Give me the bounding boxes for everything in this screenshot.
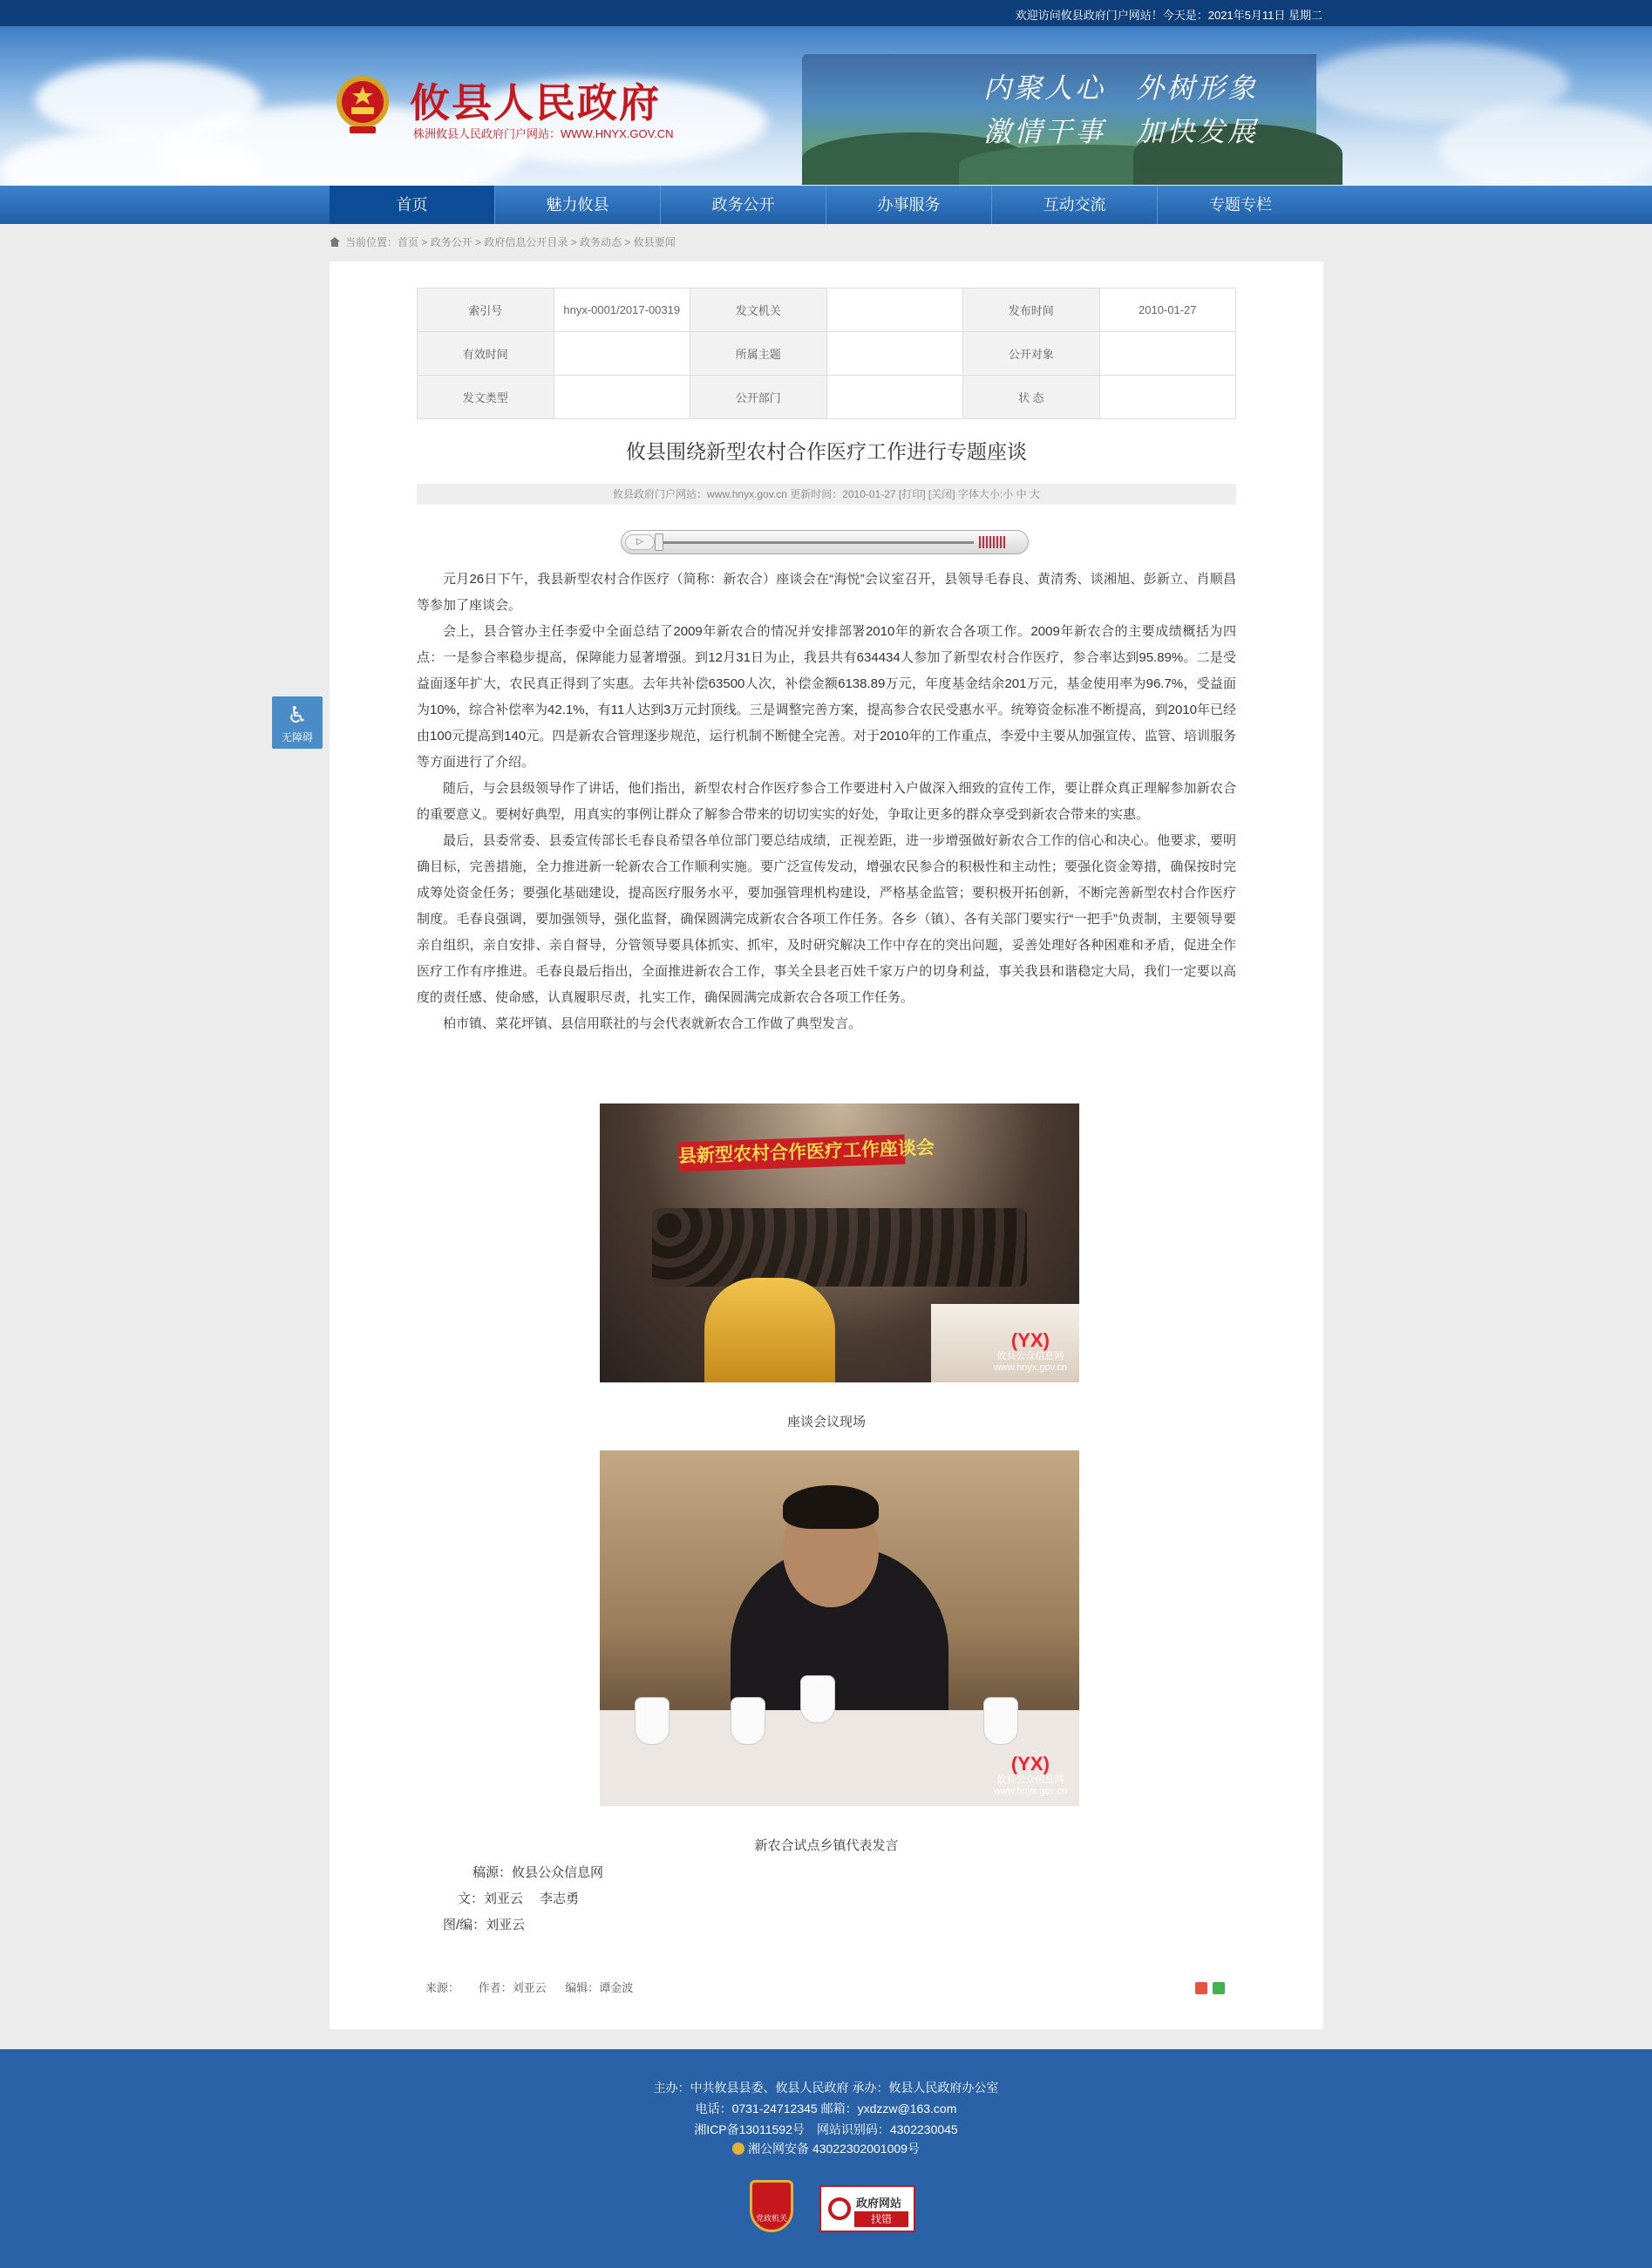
welcome-text: 欢迎访问攸县政府门户网站！今天是：2021年5月11日 星期二 (1015, 9, 1322, 22)
site-url: 株洲攸县人民政府门户网站：WWW.HNYX.GOV.CN (413, 127, 674, 140)
paragraph-1: 元月26日下午，我县新型农村合作医疗（简称：新农合）座谈会在“海悦”会议室召开，县领导毛春良、黄清秀、谈湘旭、彭新立、肖顺昌等参加了座谈会。 (417, 572, 1236, 613)
nav-special-topics[interactable]: 专题专栏 (1209, 196, 1272, 214)
nav-gov-affairs[interactable]: 政务公开 (661, 186, 826, 224)
footer-sponsor: 主办：中共攸县县委、攸县人民政府 承办：攸县人民政府办公室 (653, 2081, 999, 2095)
article-info-bar[interactable]: 攸县政府门户网站：www.hnyx.gov.cn 更新时间：2010-01-27 [打印] [关闭] 字体大小:小 中 大 (417, 484, 1236, 505)
report-error-label: 找错 (854, 2211, 908, 2227)
slogan-line-2: 激情干事 加快发展 (983, 115, 1259, 148)
accessibility-label: 无障碍 (281, 731, 313, 744)
play-icon[interactable]: ▷ (625, 534, 655, 550)
meta-status-label: 状 态 (963, 376, 1100, 419)
nav-home[interactable]: 首页 (330, 186, 495, 224)
home-icon (330, 237, 340, 247)
meta-status-value (1099, 376, 1236, 419)
nav-services[interactable]: 办事服务 (826, 186, 992, 224)
site-title: 攸县人民政府 (410, 79, 661, 126)
photo-watermark: (YX) 攸县公众信息网 www.hnyx.gov.cn (993, 1753, 1067, 1796)
header-banner (0, 26, 1652, 186)
footer-author: 作者：刘亚云 (478, 1981, 547, 1994)
slogan-line-1: 内聚人心 外树形象 (983, 71, 1259, 105)
article-title: 攸县围绕新型农村合作医疗工作进行专题座谈 (626, 440, 1027, 463)
article-card (330, 261, 1323, 2029)
site-footer (0, 2049, 1652, 2268)
meta-issuer-label: 发文机关 (690, 289, 827, 332)
speaker-photo (600, 1450, 1079, 1806)
photo-caption-2: 新农合试点乡镇代表发言 (754, 1838, 899, 1853)
meta-audience-value (1099, 332, 1236, 376)
top-bar (0, 0, 1652, 26)
meta-index-label: 索引号 (418, 289, 554, 332)
photo-caption-1: 座谈会议现场 (786, 1415, 866, 1429)
paragraph-3: 随后，与会县级领导作了讲话，他们指出，新型农村合作医疗参合工作要进村入户做深入细致的宣传工作，要让群众真正理解参加新农合的重要意义。要树好典型，用真实的事例让群众了解参合带来的切切实实的好处，争取让更多的群众享受到新农合带来的实惠。 (417, 781, 1236, 822)
meeting-photo (600, 1103, 1079, 1382)
breadcrumb-path[interactable]: 首页 > 政务公开 > 政府信息公开目录 > 政务动态 > 攸县要闻 (398, 236, 676, 248)
photo-banner-text: 县新型农村合作医疗工作座谈会 (677, 1134, 905, 1171)
accessibility-button[interactable] (272, 696, 323, 749)
breadcrumb (330, 234, 676, 249)
footer-police-record[interactable]: 湘公网安备 43022302001009号 (0, 2140, 1652, 2157)
volume-icon[interactable] (979, 536, 1005, 548)
paragraph-5: 柏市镇、菜花坪镇、县信用联社的与会代表就新农合工作做了典型发言。 (443, 1016, 862, 1031)
meta-valid-value (554, 332, 690, 376)
meta-pubdate-value: 2010-01-27 (1099, 289, 1236, 332)
meta-valid-label: 有效时间 (418, 332, 554, 376)
gov-site-report-error-badge[interactable] (819, 2185, 915, 2232)
nav-charm-youxian[interactable]: 魅力攸县 (495, 186, 661, 224)
progress-track[interactable] (660, 541, 974, 544)
gov-site-label: 政府网站 (856, 2197, 902, 2210)
meta-pubdate-label: 发布时间 (963, 289, 1100, 332)
breadcrumb-prefix: 当前位置： (345, 236, 398, 248)
meta-dept-label: 公开部门 (690, 376, 827, 419)
main-nav (0, 186, 1652, 224)
party-gov-badge-label: 党政机关 (755, 2214, 787, 2223)
wechat-share-icon[interactable] (1213, 1982, 1225, 1994)
audio-player[interactable] (621, 530, 1029, 554)
magnifier-icon (828, 2197, 851, 2220)
footer-source: 来源： (425, 1981, 460, 1994)
progress-handle[interactable] (655, 533, 663, 551)
meta-doctype-value (554, 376, 690, 419)
photo-watermark: (YX) 攸县公众信息网 www.hnyx.gov.cn (993, 1329, 1067, 1373)
article-body (417, 567, 1236, 1037)
credit-source: 稿源：攸县公众信息网 (472, 1865, 604, 1880)
credit-photo-editor: 图/编：刘亚云 (443, 1918, 526, 1932)
meta-issuer-value (826, 289, 963, 332)
credit-writers: 文：刘亚云 李志勇 (458, 1891, 580, 1906)
party-gov-badge[interactable] (750, 2180, 793, 2232)
weibo-share-icon[interactable] (1195, 1982, 1207, 1994)
national-emblem-icon (334, 74, 391, 137)
footer-icp[interactable]: 湘ICP备13011592号 网站识别码：4302230045 (694, 2122, 958, 2136)
nav-interaction[interactable]: 互动交流 (992, 186, 1158, 224)
paragraph-2: 会上，县合管办主任李爱中全面总结了2009年新农合的情况并安排部署2010年的新农合各项工作。2009年新农合的主要成绩概括为四点：一是参合率稳步提高，保障能力显著增强。到12月31日为止，我县共有634434人参加了新型农村合作医疗，参合率达到95.89%。二是受益面逐年扩大，农民真正得到了实惠。去年共补偿63500人次，补偿金额6138.89万元，年度基金结余201万元，基金使用率为96.7%，受益面为10%，综合补偿率为42.1%，有11人达到3万元封顶线。三是调整完善方案，提高参合农民受惠水平。统筹资金标准不断提高，到2010年已经由100元提高到140元。四是新农合管理逐步规范，运行机制不断健全完善。对于2010年的工作重点，李爱中主要从加强宣传、监管、培训服务等方面进行了介绍。 (417, 624, 1236, 770)
footer-editor: 编辑：谭金波 (565, 1981, 634, 1994)
meta-dept-value (826, 376, 963, 419)
article-footer-meta (425, 1979, 649, 1995)
meta-subject-value (826, 332, 963, 376)
meta-subject-label: 所属主题 (690, 332, 827, 376)
article-credits (417, 1860, 1236, 1939)
wheelchair-icon: ♿ (287, 702, 308, 728)
meta-doctype-label: 发文类型 (418, 376, 554, 419)
police-badge-icon (732, 2142, 744, 2155)
footer-contact: 电话：0731-24712345 邮箱：yxdzzw@163.com (695, 2102, 957, 2115)
paragraph-4: 最后，县委常委、县委宣传部长毛春良希望各单位部门要总结成绩，正视差距，进一步增强做好新农合工作的信心和决心。他要求，要明确目标，完善措施，全力推进新一轮新农合工作顺利实施。要广泛宣传发动，增强农民参合的积极性和主动性；要强化资金筹措，确保按时完成筹处资金任务；要强化基础建设，提高医疗服务水平，要加强管理机构建设，严格基金监管；要积极开拓创新，不断完善新型农村合作医疗制度。毛春良强调，要加强领导，强化监督，确保圆满完成新农合各项工作任务。各乡（镇）、各有关部门要实行“一把手”负责制，主要领导要亲自组织，亲自安排、亲自督导，分管领导要具体抓实、抓牢，及时研究解决工作中存在的突出问题，妥善处理好各种困难和矛盾，促进全作医疗工作有序推进。毛春良最后指出，全面推进新农合工作，事关全县老百姓千家万户的切身利益，事关我县和谐稳定大局，我们一定要以高度的责任感、使命感，认真履职尽责，扎实工作，确保圆满完成新农合各项工作任务。 (417, 833, 1236, 1005)
metadata-table (417, 288, 1236, 419)
meta-index-value: hnyx-0001/2017-00319 (554, 289, 690, 332)
meta-audience-label: 公开对象 (963, 332, 1100, 376)
